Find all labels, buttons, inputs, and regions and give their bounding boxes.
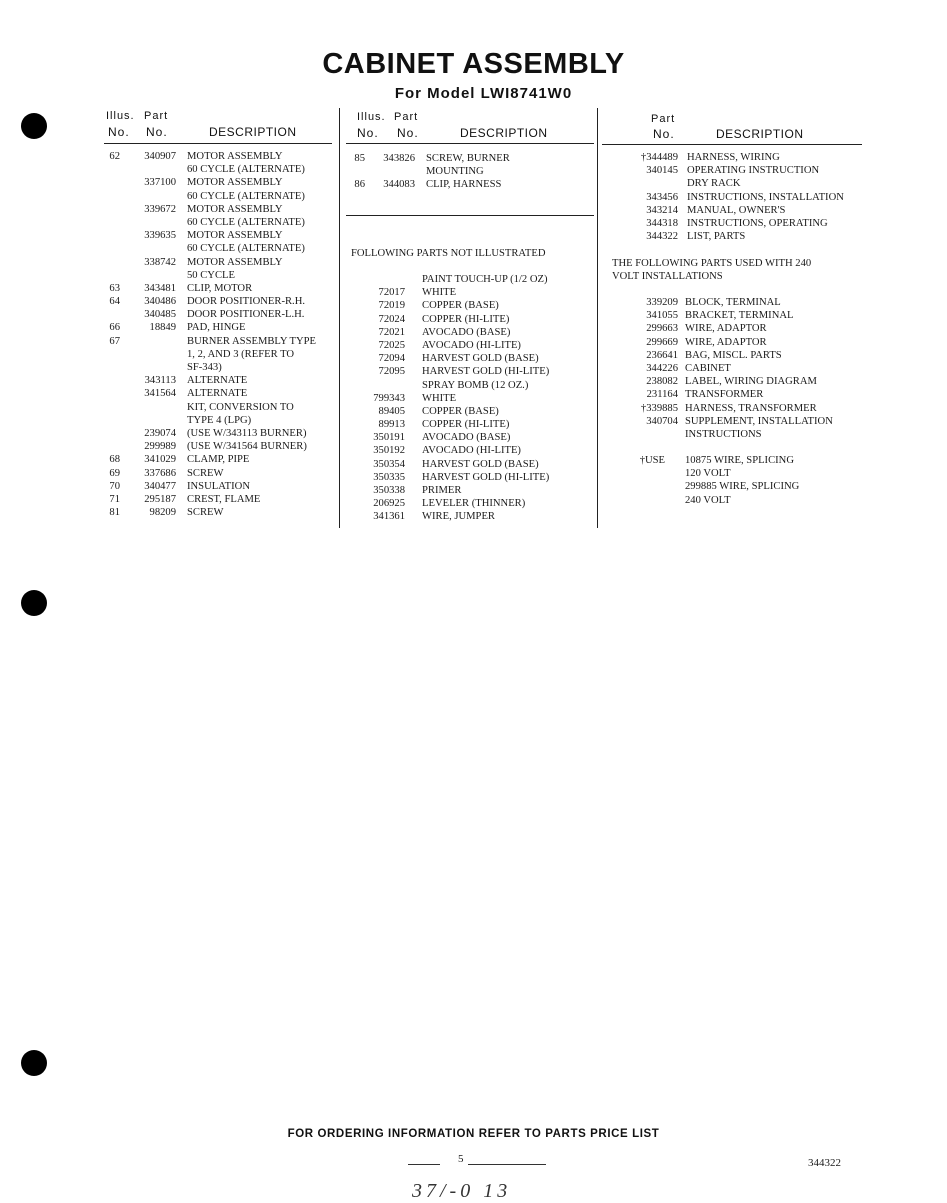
- parts-row: [100, 480, 335, 493]
- parts-row: [600, 480, 870, 493]
- parts-row: [345, 165, 595, 178]
- parts-row: [345, 299, 595, 312]
- parts-row: [100, 374, 335, 387]
- col1-header-rule: [104, 143, 332, 144]
- illus-number: 68: [109, 454, 120, 466]
- part-description: MOTOR ASSEMBLY: [187, 256, 283, 268]
- part-description: ALTERNATE: [187, 388, 248, 400]
- parts-row: [345, 286, 595, 299]
- parts-row: [100, 335, 335, 348]
- part-description: CLIP, HARNESS: [426, 179, 502, 191]
- part-description: 60 CYCLE (ALTERNATE): [187, 243, 305, 255]
- parts-row: [600, 177, 870, 190]
- part-number: 337686: [144, 467, 176, 479]
- part-description: MANUAL, OWNER'S: [687, 204, 786, 216]
- part-description: 50 CYCLE: [187, 269, 235, 281]
- parts-row: [100, 216, 335, 229]
- parts-row: [100, 190, 335, 203]
- part-number: 18849: [149, 322, 176, 334]
- part-number: 799343: [373, 392, 405, 404]
- part-number: 340485: [144, 309, 176, 321]
- part-description: SCREW: [187, 507, 224, 519]
- part-description: MOTOR ASSEMBLY: [187, 177, 283, 189]
- part-description: 240 VOLT: [685, 494, 731, 506]
- part-description: WIRE, JUMPER: [422, 511, 495, 523]
- binder-hole-middle: [21, 590, 47, 616]
- part-number: 337100: [144, 177, 176, 189]
- parts-row: [100, 282, 335, 295]
- parts-row: [100, 256, 335, 269]
- part-description: 60 CYCLE (ALTERNATE): [187, 216, 305, 228]
- part-description: (USE W/343113 BURNER): [187, 427, 307, 439]
- parts-row: [345, 418, 595, 431]
- part-number: 341361: [373, 511, 405, 523]
- parts-row: [100, 163, 335, 176]
- part-description: OPERATING INSTRUCTION: [687, 165, 820, 177]
- part-number: 340477: [144, 480, 176, 492]
- part-description: DOOR POSITIONER-R.H.: [187, 296, 306, 308]
- col3-footnote: [600, 454, 870, 507]
- parts-row: [345, 273, 595, 286]
- col3-parts-list: [600, 151, 870, 243]
- parts-row: [600, 336, 870, 349]
- part-description: PRIMER: [422, 485, 462, 496]
- part-number: 340704: [646, 415, 678, 427]
- col2-header-part: Part: [394, 111, 419, 123]
- col2-header-illus: Illus.: [357, 111, 386, 123]
- part-description: LEVELER (THINNER): [422, 498, 526, 510]
- part-description: CABINET: [685, 362, 731, 374]
- part-number: 343456: [646, 191, 678, 203]
- col2-header-description: DESCRIPTION: [460, 126, 548, 140]
- part-number: 344322: [646, 231, 678, 243]
- part-description: WIRE, ADAPTOR: [685, 323, 767, 335]
- page-title: CABINET ASSEMBLY: [322, 48, 625, 80]
- parts-row: [600, 164, 870, 177]
- part-number: 343214: [646, 204, 678, 216]
- parts-row: [600, 217, 870, 230]
- part-description: COPPER (HI-LITE): [422, 313, 510, 325]
- part-description: INSTRUCTIONS: [685, 428, 762, 440]
- col3-parts-list-240-volt: [600, 296, 870, 441]
- parts-row: [345, 392, 595, 405]
- page-number: 5: [458, 1153, 464, 1165]
- part-description: 1, 2, AND 3 (REFER TO: [187, 348, 295, 360]
- part-description: PAD, HINGE: [187, 322, 246, 334]
- parts-row: [600, 375, 870, 388]
- parts-row: [345, 431, 595, 444]
- parts-row: [600, 322, 870, 335]
- parts-row: [600, 151, 870, 164]
- part-number: 340145: [646, 165, 678, 177]
- illus-number: 81: [109, 507, 120, 519]
- part-description: COPPER (BASE): [422, 300, 499, 312]
- parts-row: [100, 427, 335, 440]
- page-subtitle: For Model LWI8741W0: [394, 85, 573, 102]
- part-number: 341055: [646, 310, 678, 322]
- parts-row: [600, 309, 870, 322]
- part-number: 206925: [373, 498, 405, 510]
- parts-row: [100, 229, 335, 242]
- part-description: SCREW: [187, 467, 224, 479]
- col1-header-illus-no: No.: [108, 125, 130, 139]
- parts-row: [100, 348, 335, 361]
- part-number: 72021: [378, 326, 405, 338]
- col3-header-description: DESCRIPTION: [716, 127, 804, 141]
- part-number: 350354: [373, 458, 405, 470]
- part-description: BRACKET, TERMINAL: [685, 310, 794, 322]
- col2-header-illus-no: No.: [357, 126, 379, 140]
- parts-row: [600, 388, 870, 401]
- illus-number: 85: [354, 153, 365, 164]
- part-number: 339635: [144, 230, 176, 242]
- parts-row: [100, 361, 335, 374]
- parts-row: [600, 230, 870, 243]
- document-number: 344322: [808, 1157, 841, 1169]
- part-number: 344226: [646, 362, 678, 374]
- part-description: HARNESS, TRANSFORMER: [685, 402, 817, 414]
- part-description: MOTOR ASSEMBLY: [187, 230, 283, 242]
- part-description: SF-343): [187, 362, 222, 373]
- col3-header-part-no: No.: [653, 127, 675, 141]
- part-description: DRY RACK: [687, 178, 741, 190]
- part-description: ALTERNATE: [187, 375, 248, 387]
- parts-row: [100, 467, 335, 480]
- part-description: SPRAY BOMB (12 OZ.): [422, 379, 529, 391]
- part-description: WHITE: [422, 392, 457, 404]
- part-description: HARVEST GOLD (HI-LITE): [422, 471, 550, 483]
- parts-row: [600, 428, 870, 441]
- parts-row: [100, 203, 335, 216]
- parts-row: [100, 321, 335, 334]
- parts-row: [600, 296, 870, 309]
- col3-section-note-line1: THE FOLLOWING PARTS USED WITH 240: [612, 258, 812, 269]
- part-description: BAG, MISCL. PARTS: [685, 349, 782, 361]
- part-number: 343481: [144, 282, 176, 294]
- col1-header-part: Part: [144, 110, 169, 122]
- part-description: TRANSFORMER: [685, 389, 764, 401]
- part-number: 72025: [378, 339, 405, 351]
- part-description: DOOR POSITIONER-L.H.: [187, 309, 305, 321]
- part-description: HARVEST GOLD (HI-LITE): [422, 366, 550, 378]
- part-number: 295187: [144, 493, 176, 505]
- part-description: BLOCK, TERMINAL: [685, 297, 781, 308]
- part-description: INSULATION: [187, 480, 250, 492]
- parts-row: [100, 269, 335, 282]
- part-number: 236641: [646, 349, 678, 361]
- part-description: (USE W/341564 BURNER): [187, 441, 307, 453]
- parts-row: [600, 454, 870, 467]
- part-description: MOUNTING: [426, 166, 484, 178]
- part-number: 344318: [646, 217, 678, 229]
- parts-row: [345, 379, 595, 392]
- parts-row: [100, 242, 335, 255]
- part-description: 10875 WIRE, SPLICING: [685, 455, 794, 466]
- page-number-rule-right: [468, 1164, 546, 1165]
- parts-row: [100, 387, 335, 400]
- illus-number: 69: [109, 467, 120, 479]
- part-description: 120 VOLT: [685, 468, 731, 480]
- part-number: 72024: [378, 313, 405, 325]
- part-number: 350192: [373, 445, 405, 457]
- parts-row: [345, 497, 595, 510]
- part-number: 72094: [378, 353, 405, 365]
- parts-row: [345, 326, 595, 339]
- part-number: †USE: [639, 455, 665, 466]
- part-number: 339672: [144, 203, 176, 215]
- part-description: CLIP, MOTOR: [187, 282, 253, 294]
- parts-row: [100, 493, 335, 506]
- col3-section-note-line2: VOLT INSTALLATIONS: [612, 271, 723, 282]
- parts-row: [345, 352, 595, 365]
- parts-row: [100, 453, 335, 466]
- part-number: 338742: [144, 256, 176, 268]
- parts-row: [345, 510, 595, 523]
- part-description: HARVEST GOLD (BASE): [422, 458, 539, 470]
- part-description: PAINT TOUCH-UP (1/2 OZ): [422, 274, 548, 285]
- parts-row: [345, 471, 595, 484]
- col2-parts-list-not-illustrated: [345, 273, 595, 524]
- illus-number: 64: [109, 296, 120, 308]
- part-number: 343826: [383, 153, 415, 164]
- parts-row: [100, 414, 335, 427]
- col2-parts-list-illustrated: [345, 152, 595, 192]
- part-description: AVOCADO (BASE): [422, 432, 511, 444]
- parts-row: [345, 313, 595, 326]
- parts-row: [600, 467, 870, 480]
- part-description: AVOCADO (HI-LITE): [422, 339, 521, 351]
- col1-header-illus: Illus.: [106, 110, 135, 122]
- parts-row: [100, 295, 335, 308]
- parts-row: [345, 178, 595, 191]
- part-number: 339209: [646, 297, 678, 308]
- part-number: 231164: [646, 389, 678, 401]
- column-divider-1: [339, 108, 340, 528]
- parts-row: [345, 458, 595, 471]
- col1-header-description: DESCRIPTION: [209, 125, 297, 139]
- col2-header-rule: [346, 143, 594, 144]
- part-number: †344489: [640, 152, 678, 163]
- part-description: CLAMP, PIPE: [187, 454, 250, 466]
- parts-row: [345, 152, 595, 165]
- part-number: 89913: [378, 419, 405, 431]
- illus-number: 67: [109, 335, 120, 347]
- parts-row: [600, 204, 870, 217]
- illus-number: 63: [109, 282, 120, 294]
- part-number: 72017: [378, 287, 405, 299]
- part-description: BURNER ASSEMBLY TYPE: [187, 335, 317, 347]
- parts-row: [600, 402, 870, 415]
- parts-row: [345, 444, 595, 457]
- part-description: WIRE, ADAPTOR: [685, 336, 767, 348]
- parts-row: [600, 494, 870, 507]
- part-description: KIT, CONVERSION TO: [187, 401, 294, 413]
- part-description: HARVEST GOLD (BASE): [422, 353, 539, 365]
- part-number: 72095: [378, 366, 405, 378]
- part-description: COPPER (BASE): [422, 405, 499, 417]
- part-number: 344083: [383, 179, 415, 191]
- part-description: 299885 WIRE, SPLICING: [685, 481, 800, 493]
- part-number: 239074: [144, 427, 176, 439]
- handwritten-mark: 37/-0 13: [412, 1180, 512, 1202]
- part-description: SCREW, BURNER: [426, 153, 510, 164]
- col1-parts-list: [100, 150, 335, 519]
- parts-row: [345, 339, 595, 352]
- col3-header-part: Part: [651, 113, 676, 125]
- part-description: 60 CYCLE (ALTERNATE): [187, 164, 305, 176]
- parts-row: [100, 401, 335, 414]
- col2-header-part-no: No.: [397, 126, 419, 140]
- col2-section-rule: [346, 215, 594, 216]
- parts-row: [600, 349, 870, 362]
- illus-number: 62: [109, 151, 120, 162]
- parts-row: [345, 405, 595, 418]
- part-description: HARNESS, WIRING: [687, 152, 780, 163]
- parts-row: [100, 176, 335, 189]
- part-number: 341029: [144, 454, 176, 466]
- part-number: 299663: [646, 323, 678, 335]
- part-description: SUPPLEMENT, INSTALLATION: [685, 415, 833, 427]
- illus-number: 86: [354, 179, 365, 191]
- part-number: 299669: [646, 336, 678, 348]
- part-description: COPPER (HI-LITE): [422, 419, 510, 431]
- column-divider-2: [597, 108, 598, 528]
- part-description: CREST, FLAME: [187, 493, 261, 505]
- part-number: 89405: [378, 405, 405, 417]
- parts-row: [100, 150, 335, 163]
- illus-number: 66: [109, 322, 120, 334]
- part-description: WHITE: [422, 287, 457, 299]
- part-number: 238082: [646, 376, 678, 388]
- part-number: 98209: [149, 507, 176, 519]
- part-number: 341564: [144, 388, 176, 400]
- parts-row: [600, 362, 870, 375]
- part-description: LABEL, WIRING DIAGRAM: [685, 376, 817, 388]
- part-description: AVOCADO (HI-LITE): [422, 445, 521, 457]
- part-number: 72019: [378, 300, 405, 312]
- illus-number: 70: [109, 480, 120, 492]
- part-description: TYPE 4 (LPG): [187, 414, 252, 426]
- col2-section-note: FOLLOWING PARTS NOT ILLUSTRATED: [351, 248, 546, 259]
- part-number: 350338: [373, 485, 405, 496]
- col3-header-rule: [602, 144, 862, 145]
- parts-row: [100, 506, 335, 519]
- part-description: 60 CYCLE (ALTERNATE): [187, 190, 305, 202]
- part-description: AVOCADO (BASE): [422, 326, 511, 338]
- parts-row: [100, 308, 335, 321]
- page-number-rule-left: [408, 1164, 440, 1165]
- part-number: 350191: [373, 432, 405, 444]
- binder-hole-bottom: [21, 1050, 47, 1076]
- part-description: MOTOR ASSEMBLY: [187, 151, 283, 162]
- part-number: 343113: [144, 375, 176, 387]
- part-number: †339885: [640, 402, 678, 414]
- part-number: 340486: [144, 296, 176, 308]
- parts-row: [600, 191, 870, 204]
- ordering-info-footer: FOR ORDERING INFORMATION REFER TO PARTS PRICE LIST: [287, 1128, 660, 1140]
- parts-row: [345, 365, 595, 378]
- part-description: LIST, PARTS: [687, 231, 746, 243]
- parts-row: [100, 440, 335, 453]
- col1-header-part-no: No.: [146, 125, 168, 139]
- illus-number: 71: [109, 493, 120, 505]
- parts-row: [600, 415, 870, 428]
- part-description: MOTOR ASSEMBLY: [187, 203, 283, 215]
- part-number: 299989: [144, 441, 176, 453]
- part-number: 350335: [373, 471, 405, 483]
- part-description: INSTRUCTIONS, OPERATING: [687, 217, 828, 229]
- binder-hole-top: [21, 113, 47, 139]
- part-description: INSTRUCTIONS, INSTALLATION: [687, 191, 844, 203]
- part-number: 340907: [144, 151, 176, 162]
- parts-row: [345, 484, 595, 497]
